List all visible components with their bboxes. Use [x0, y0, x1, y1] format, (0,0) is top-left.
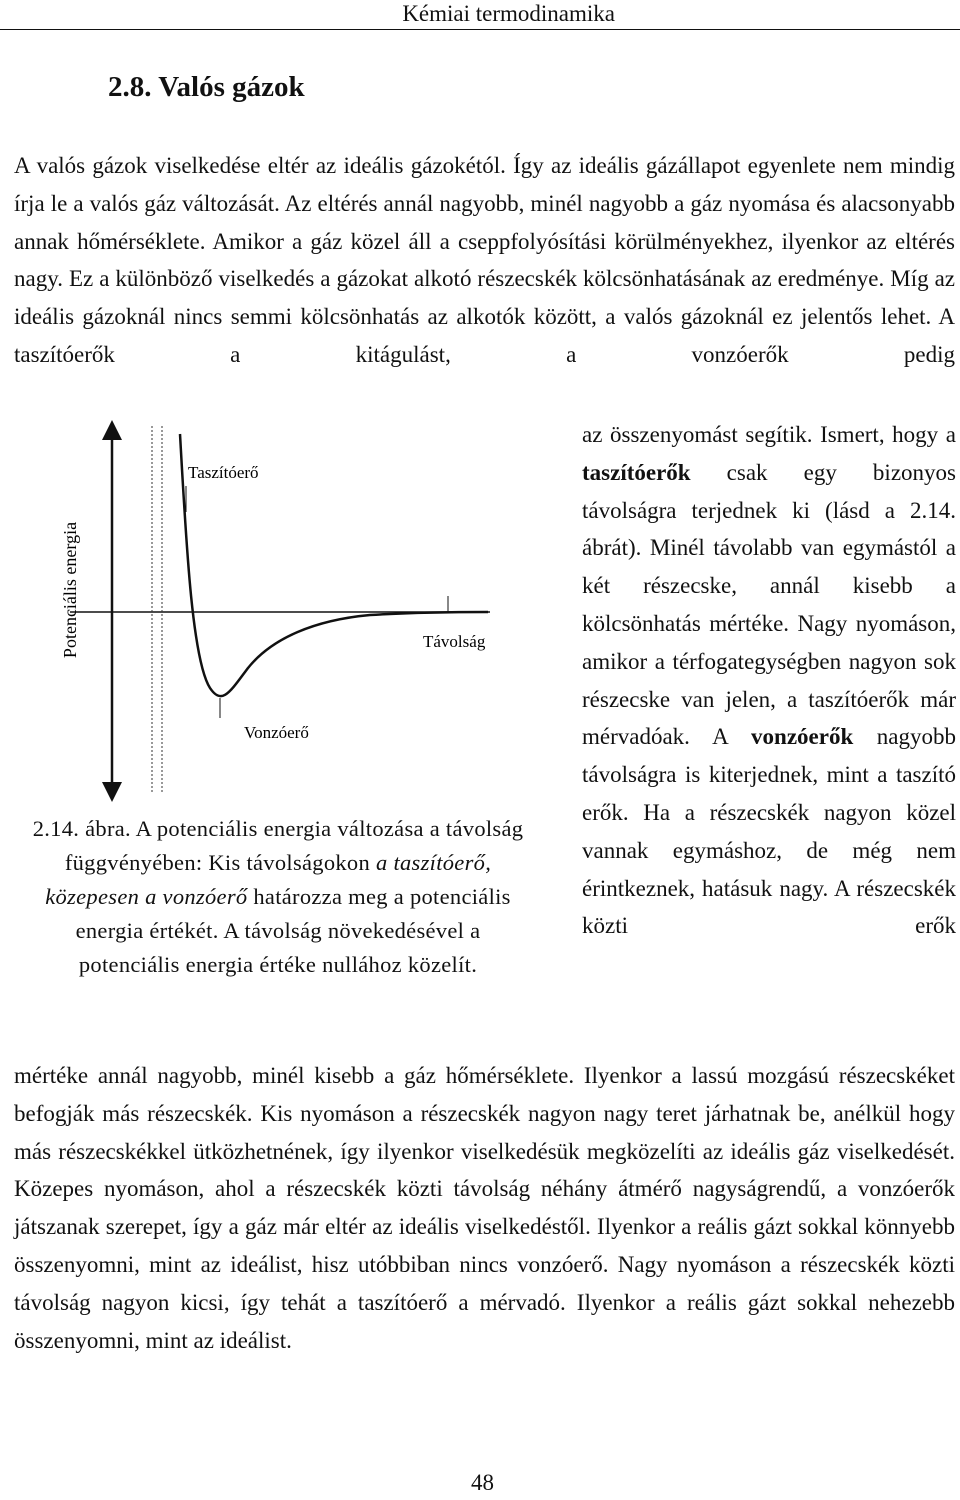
attraction-term: vonzóerők: [751, 724, 854, 750]
potential-energy-label: Potenciális energia: [60, 521, 80, 659]
attraction-label: Vonzóerő: [244, 723, 309, 742]
potential-energy-diagram: [10, 420, 530, 820]
running-title: Kémiai termodinamika: [402, 1, 615, 26]
header-rule: [0, 29, 960, 30]
bottom-paragraph: mértéke annál nagyobb, minél kisebb a gáz hőmérséklete. Ilyenkor a lassú mozgású részecskéket befogják más részecskék. Kis nyomáson a részecskék nagyon nagy teret járhatnak be, anélkül hogy más részecskékkel ütközhetnének, így ilyenkor viselkedésük megközelíti az ideális gáz viselkedését. Közepes nyomáson, ahol a részecskék közti távolság néhány átmérő nagyságrendű, a vonzóerők játszanak szerepet, így a gáz már eltér az ideális viselkedéstől. Ilyenkor a reális gázt sokkal könnyebb összenyomni, mint az ideálist, hisz utóbbiban nincs vonzóerő. Nagy nyomáson a részecskék közti távolság nagyon kicsi, így tehát a taszítóerő a mérvadó. Ilyenkor a reális gázt sokkal nehezebb összenyomni, mint az ideálist.: [14, 1063, 955, 1353]
figure-caption: [28, 812, 528, 982]
side-paragraph: [582, 416, 956, 945]
caption-italic: a taszítóerő, közepesen a vonzóerő: [45, 850, 492, 909]
intro-paragraph: A valós gázok viselkedése eltér az ideális gázokétól. Így az ideális gázállapot egyenlete nem mindig írja le a valós gáz változását. Az eltérés annál nagyobb, minél nagyobb a gáz nyomása és alacsonyabb annak hőmérséklete. Amikor a gáz közel áll a cseppfolyósítási körülményekhez, ilyenkor az eltérés nagy. Ez a különböző viselkedés a gázokat alkotó részecskék kölcsönhatásának az eredménye. Míg az ideális gázoknál nincs semmi kölcsönhatás az alkotók között, a valós gázoknál ez jelentős lehet. A taszítóerők a kitágulást, a vonzóerők pedig: [14, 153, 955, 367]
repulsion-term: taszítóerők: [582, 459, 691, 485]
distance-label: Távolság: [423, 632, 486, 651]
page-number: 48: [471, 1470, 494, 1495]
repulsion-label: Taszítóerő: [188, 463, 259, 482]
caption-text-1: 2.14. ábra. A potenciális energia változása a távolság függvényében: Kis távolságokon: [32, 816, 524, 875]
section-title: 2.8. Valós gázok: [108, 71, 305, 103]
running-header: [0, 0, 960, 30]
potential-energy-figure: [10, 420, 530, 820]
side-text-1: az összenyomást segítik. Ismert, hogy a: [582, 422, 956, 447]
side-text-2: csak egy bizonyos távolságra terjednek ki (lásd a 2.14. ábrát). Minél távolabb van egymástól a két részecske, annál kisebb a kölcsönhatás mértéke. Nagy nyomáson, amikor a térfogategységben nagyon sok részecske van jelen, a taszítóerők már mérvadóak. A: [582, 459, 956, 750]
caption-text-2: határozza meg a potenciális energia értékét. A távolság növekedésével a potenciális energia értéke nullához közelít.: [75, 884, 511, 977]
side-text-3: nagyobb távolságra is kiterjednek, mint a taszító erők. Ha a részecskék nagyon közel vannak egymáshoz, de még nem érintkeznek, hatásuk nagy. A részecskék közti erők: [582, 724, 956, 939]
